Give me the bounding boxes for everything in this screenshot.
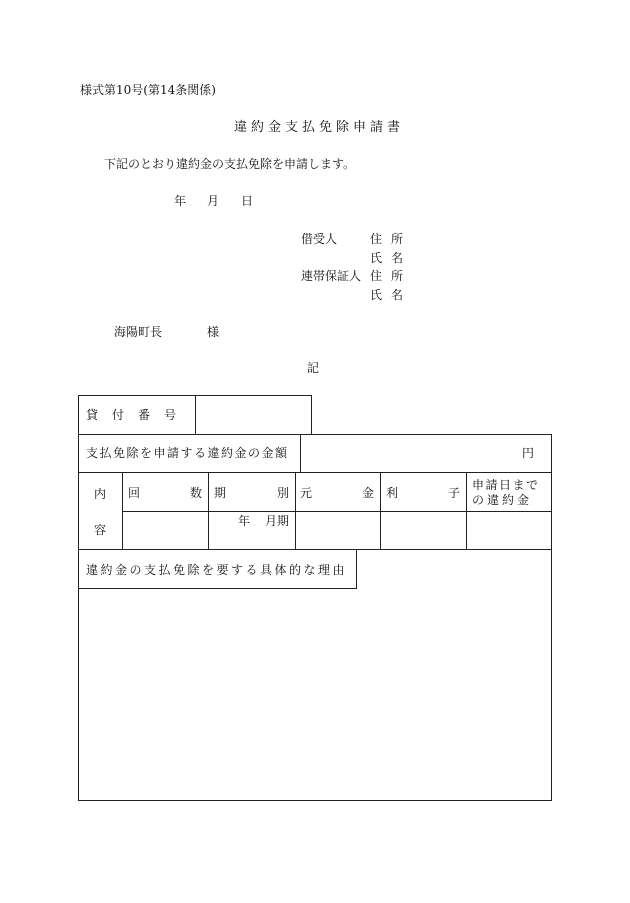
yen-unit: 円 [522,446,535,460]
loan-number-input[interactable] [196,396,311,434]
interest-input[interactable] [381,512,465,548]
col-interest-header [386,487,460,499]
borrower-address-label: 住所 [370,232,413,246]
date-year: 年 [174,194,187,208]
ki-mark: 記 [307,361,320,375]
date-day: 日 [241,194,254,208]
count-input[interactable] [123,512,207,548]
content-label-bottom: 容 [94,523,107,537]
col-count-suu: 数 [189,486,202,500]
principal-input[interactable] [296,512,379,548]
col-period-ki: 期 [214,486,227,500]
period-year-label: 年 [238,514,251,528]
guarantor-name-label: 氏名 [370,288,413,302]
col-interest-ko: 子 [447,486,460,500]
content-label-top: 内 [94,487,107,501]
col-interest-ri: 利 [386,486,399,500]
page-title: 違約金支払免除申請書 [234,120,405,135]
recipient-name: 海陽町長 [114,325,163,339]
col-period-betsu: 別 [276,486,289,500]
period-month-label: 月期 [265,514,290,528]
intro-text: 下記のとおり違約金の支払免除を申請します。 [104,157,356,171]
col-principal-header [300,487,374,499]
borrower-name-label: 氏名 [370,251,413,265]
loan-number-label: 貸付番号 [86,408,191,422]
recipient-honorific: 様 [207,325,220,339]
borrower-text: 借受人 [301,232,338,246]
col-count-kai: 回 [128,486,141,500]
guarantor-address-label: 住所 [370,269,413,283]
amount-input[interactable] [301,435,517,471]
col-principal-moto: 元 [300,486,313,500]
reason-input[interactable] [80,590,550,799]
amount-label: 支払免除を申請する違約金の金額 [86,446,289,460]
col-penalty-header-1: 申請日まで [472,478,540,492]
borrower-label [301,233,361,245]
form-number: 様式第10号(第14条関係) [80,83,216,97]
col-principal-kin: 金 [361,486,374,500]
amount-row-bottom [78,472,552,473]
penalty-input[interactable] [467,512,551,548]
guarantor-label: 連帯保証人 [301,269,362,283]
col-penalty-header-2: の違約金 [472,493,533,507]
date-month: 月 [207,194,220,208]
col-count-header [128,487,202,499]
reason-label: 違約金の支払免除を要する具体的な理由 [86,563,348,577]
col-period-header [214,487,289,499]
